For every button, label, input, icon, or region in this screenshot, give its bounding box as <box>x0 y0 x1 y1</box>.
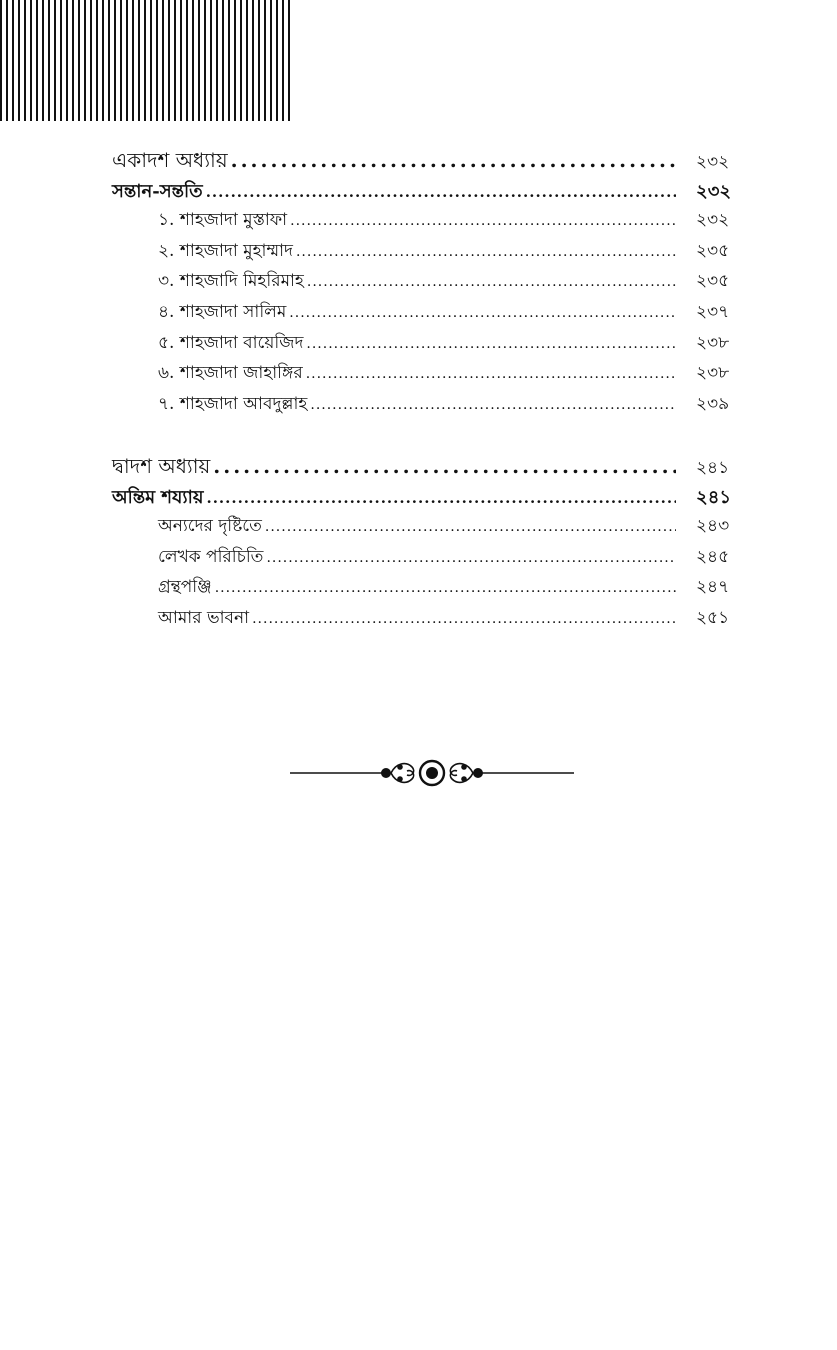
toc-chapter-row[interactable] <box>112 146 734 177</box>
toc-item-row[interactable] <box>112 299 734 330</box>
toc-page-number: ২৪৫ <box>696 546 730 567</box>
dot-leader <box>213 454 676 478</box>
toc-page-number: ২৫১ <box>696 607 730 628</box>
toc-page-number: ২৩৮ <box>696 332 730 353</box>
toc-item-title: আমার ভাবনা <box>158 607 250 628</box>
toc-item-row[interactable] <box>112 207 734 238</box>
toc-item-row[interactable] <box>112 544 734 575</box>
dot-leader <box>215 580 676 596</box>
toc-page-number: ২৩২ <box>696 180 732 202</box>
toc-page-number: ২৩৭ <box>696 301 730 322</box>
dot-leader <box>296 244 676 260</box>
center-dot <box>426 767 438 779</box>
floral-divider-ornament <box>290 755 574 791</box>
toc-item-title: ১. শাহজাদা মুস্তাফা <box>158 210 288 231</box>
toc-item-row[interactable] <box>112 605 734 636</box>
dot-leader <box>252 611 676 627</box>
toc-section-chapter-12 <box>112 452 734 636</box>
dot-leader <box>307 274 676 290</box>
dot-leader <box>310 397 676 413</box>
toc-item-title: ৪. শাহজাদা সালিম <box>158 301 287 322</box>
toc-page-number: ২৪৩ <box>696 516 730 537</box>
toc-item-title: ৫. শাহজাদা বায়েজিদ <box>158 332 304 353</box>
toc-item-row[interactable] <box>112 391 734 422</box>
dot-leader <box>231 148 676 172</box>
toc-page-number: ২৩২ <box>696 210 730 231</box>
toc-page-number: ২৪১ <box>696 458 730 478</box>
toc-item-title: ২. শাহজাদা মুহাম্মাদ <box>158 240 293 261</box>
dot-leader <box>206 183 676 201</box>
toc-topic-row[interactable] <box>112 483 734 514</box>
toc-item-row[interactable] <box>112 513 734 544</box>
toc-page-number: ২৪৭ <box>696 577 730 598</box>
toc-item-title: অন্যদের দৃষ্টিতে <box>158 516 262 537</box>
toc-chapter-title: দ্বাদশ অধ্যায় <box>112 454 211 478</box>
dot-leader <box>206 489 676 507</box>
flourish-left <box>391 764 414 783</box>
dot-leader <box>306 366 676 382</box>
toc-page-number: ২৩৫ <box>696 240 730 261</box>
toc-item-title: গ্রন্থপঞ্জি <box>158 577 212 598</box>
toc-item-row[interactable] <box>112 238 734 269</box>
toc-section-chapter-11 <box>112 146 734 421</box>
toc-item-row[interactable] <box>112 268 734 299</box>
toc-chapter-title: একাদশ অধ্যায় <box>112 148 228 172</box>
toc-page-number: ২৩৯ <box>696 393 730 414</box>
toc-page-number: ২৪১ <box>696 486 732 508</box>
toc-topic-row[interactable] <box>112 177 734 208</box>
toc-item-title: ৭. শাহজাদা আবদুল্লাহ <box>158 393 308 414</box>
dot-leader <box>265 519 676 535</box>
toc-page-number: ২৩২ <box>696 152 730 172</box>
dot-leader <box>289 305 676 321</box>
vertical-stripes-decoration <box>0 0 290 121</box>
divider-dot-left <box>381 768 391 778</box>
toc-item-row[interactable] <box>112 360 734 391</box>
dot-leader <box>306 336 676 352</box>
dot-leader <box>266 550 676 566</box>
toc-item-title: ৩. শাহজাদি মিহরিমাহ <box>158 271 304 292</box>
toc-page-number: ২৩৮ <box>696 363 730 384</box>
toc-item-row[interactable] <box>112 330 734 361</box>
flourish-right <box>450 764 473 783</box>
toc-item-title: লেখক পরিচিতি <box>158 546 264 567</box>
toc-item-title: ৬. শাহজাদা জাহাঙ্গির <box>158 363 303 384</box>
dot-leader <box>290 213 676 229</box>
toc-topic-title: অন্তিম শয্যায় <box>112 486 204 508</box>
toc-chapter-row[interactable] <box>112 452 734 483</box>
toc-page-number: ২৩৫ <box>696 271 730 292</box>
divider-dot-right <box>473 768 483 778</box>
toc-item-row[interactable] <box>112 574 734 605</box>
toc-topic-title: সন্তান-সন্ততি <box>112 180 203 202</box>
